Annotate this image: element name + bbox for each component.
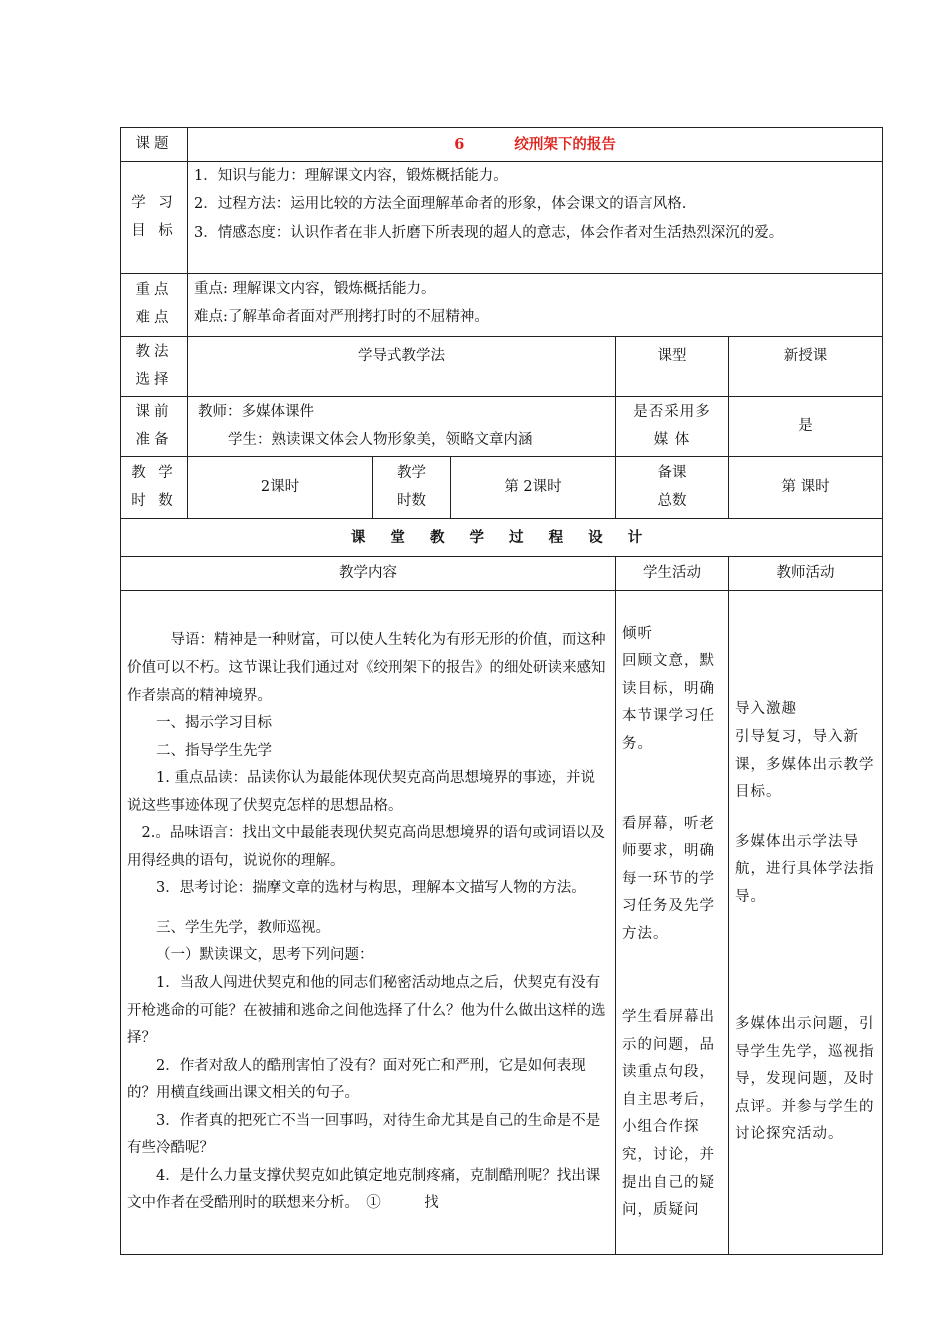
teacher-activity-cell — [729, 591, 883, 1255]
lesson-number: 6 — [454, 135, 465, 153]
hours-label — [373, 457, 451, 519]
goal-item-3: 3．情感态度：认识作者在非人折磨下所表现的超人的意志，体会作者对生活热烈深沉的爱。 — [194, 224, 784, 241]
time-label — [121, 457, 188, 519]
hours-label-text: 教学 时数 — [397, 465, 426, 509]
student-activity-4: 学生看屏幕出示的问题，品读重点句段，自主思考后，小组合作探究，讨论，并提出自己的疑问，质疑问 — [622, 1009, 715, 1219]
lesson-plan-table — [120, 127, 883, 1255]
total-hours: 2课时 — [188, 457, 373, 519]
media-value: 是 — [729, 397, 883, 457]
content-cell — [121, 591, 616, 1255]
goals-content — [188, 162, 883, 274]
teacher-activity-2: 引导复习，导入新课，多媒体出示教学目标。 — [735, 728, 875, 801]
student-activity-1: 倾听 — [622, 625, 653, 642]
section-1: 一、揭示学习目标 — [156, 715, 272, 732]
topic-label: 课题 — [121, 128, 188, 162]
media-label-text: 是否采用多 媒 体 — [633, 404, 711, 448]
question-4: 4．是什么力量支撑伏契克如此镇定地克制疼痛，克制酷刑呢？找出课文中作者在受酷刑时的联想来分析。 ① 找 — [127, 1167, 601, 1212]
keypoints-label — [121, 274, 188, 337]
keypoints-content — [188, 274, 883, 337]
prep-total-label — [616, 457, 729, 519]
method-label-text: 教法 选择 — [135, 344, 173, 388]
process-heading-row — [121, 519, 883, 557]
section-3: 三、学生先学，教师巡视。 — [156, 919, 330, 936]
prep-label — [121, 397, 188, 457]
col-content: 教学内容 — [121, 557, 616, 591]
goal-item-2: 2．过程方法：运用比较的方法全面理解革命者的形象，体会课文的语言风格. — [194, 196, 687, 213]
method-label — [121, 337, 188, 397]
title-row — [121, 128, 883, 162]
type-value: 新授课 — [729, 337, 883, 397]
key-point: 重点: 理解课文内容，锻炼概括能力。 — [194, 281, 436, 297]
student-activity-2: 回顾文意，默读目标，明确本节课学习任务。 — [622, 653, 715, 752]
lesson-title — [188, 128, 883, 162]
teacher-activity-3: 多媒体出示学法导航，进行具体学法指导。 — [735, 833, 875, 905]
teacher-activity-4: 多媒体出示问题，引导学生先学，巡视指导，发现问题，及时点评。并参与学生的讨论探究活动。 — [735, 1016, 875, 1143]
prep-student: 学生：熟读课文体会人物形象美，领略文章内涵 — [228, 431, 533, 448]
student-activity-3: 看屏幕，听老师要求，明确每一环节的学习任务及先学方法。 — [622, 815, 715, 942]
prep-label-text: 课前 准备 — [135, 404, 173, 448]
student-activity-cell — [616, 591, 729, 1255]
media-label — [616, 397, 729, 457]
prep-total-value: 第 课时 — [729, 457, 883, 519]
section-2: 二、指导学生先学 — [156, 742, 272, 759]
keypoints-row — [121, 274, 883, 337]
questions-head: （一）默读课文，思考下列问题： — [156, 947, 374, 964]
lesson-plan — [120, 127, 882, 1255]
type-label: 课型 — [616, 337, 729, 397]
question-2: 2．作者对敌人的酷刑害怕了没有？面对死亡和严刑，它是如何表现的？用横直线画出课文相关的句子。 — [127, 1057, 586, 1102]
task-2: 2.。品味语言：找出文中最能表现伏契克高尚思想境界的语句或词语以及用得经典的语句，说说你的理解。 — [127, 825, 605, 869]
prep-row — [121, 397, 883, 457]
process-body-row — [121, 591, 883, 1255]
keypoints-label-text: 重点 难点 — [135, 282, 173, 326]
col-teacher: 教师活动 — [729, 557, 883, 591]
task-1: 1. 重点品读：品读你认为最能体现伏契克高尚思想境界的事迹，并说说这些事迹体现了伏契克怎样的思想品格。 — [127, 770, 595, 814]
process-heading: 课 堂 教 学 过 程 设 计 — [121, 519, 883, 557]
process-columns-row — [121, 557, 883, 591]
current-hour: 第 2课时 — [451, 457, 616, 519]
goals-label — [121, 162, 188, 274]
teacher-activity-1: 导入激趣 — [735, 701, 797, 718]
method-row — [121, 337, 883, 397]
difficult-point: 难点:了解革命者面对严刑拷打时的不屈精神。 — [194, 308, 489, 325]
question-1: 1．当敌人闯进伏契克和他的同志们秘密活动地点之后，伏契克有没有开枪逃命的可能？在被捕和逃命之间他选择了什么？他为什么做出这样的选择？ — [127, 975, 606, 1047]
prep-total-label-text: 备课 总数 — [657, 465, 687, 509]
time-label-text: 教 学 时 数 — [131, 465, 177, 509]
prep-content — [188, 397, 616, 457]
prep-teacher: 教师：多媒体课件 — [198, 404, 314, 421]
goals-row — [121, 162, 883, 274]
method-value: 学导式教学法 — [188, 337, 616, 397]
goals-label-text: 学 习 目 标 — [131, 194, 177, 239]
lesson-title-text: 绞刑架下的报告 — [514, 135, 616, 153]
col-student: 学生活动 — [616, 557, 729, 591]
goal-item-1: 1．知识与能力：理解课文内容，锻炼概括能力。 — [194, 168, 508, 184]
intro-text: 导语：精神是一种财富，可以使人生转化为有形无形的价值，而这种价值可以不朽。这节课让我们通过对《绞刑架下的报告》的细处研读来感知作者崇高的精神境界。 — [127, 632, 606, 704]
question-3: 3．作者真的把死亡不当一回事吗，对待生命尤其是自己的生命是不是有些冷酷呢？ — [127, 1112, 601, 1157]
time-row — [121, 457, 883, 519]
task-3: 3．思考讨论：揣摩文章的选材与构思，理解本文描写人物的方法。 — [156, 880, 586, 897]
